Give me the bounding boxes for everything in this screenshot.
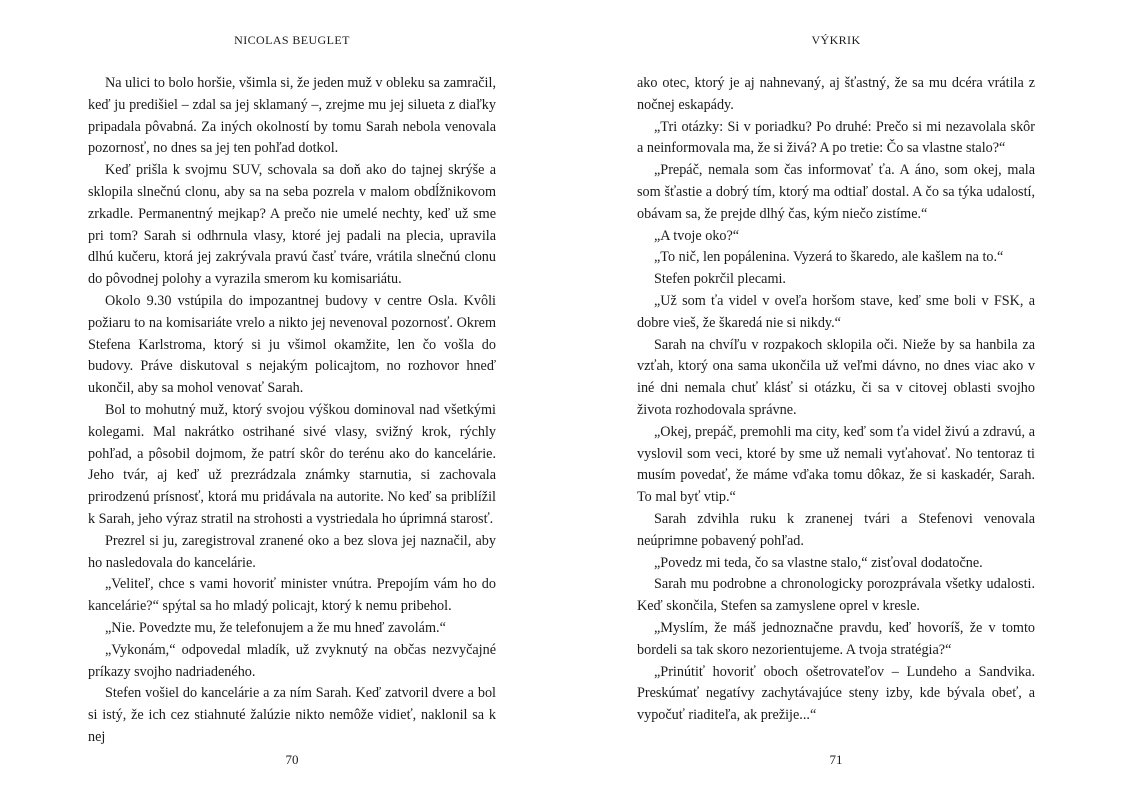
paragraph: „Nie. Povedzte mu, že telefonujem a že mu hneď zavolám.“ [105,619,446,636]
left-page-body [88,73,496,749]
paragraph: „Vykonám,“ odpovedal mladík, už zvyknutý na občas nezvyčajné príkazy svojho nadriadeného. [88,641,496,680]
paragraph: „Okej, prepáč, premohli ma city, keď som ťa videl živú a zdravú, a vyslovil som veci, ktoré by sme už nemali vyťahovať. No tentoraz ti musím povedať, že máme vďaka tomu dôkaz, že si kaskadér, Sarah. To mal byť vtip.“ [637,423,1035,506]
page-number: 71 [829,752,843,767]
paragraph: Prezrel si ju, zaregistroval zranené oko a bez slova jej naznačil, aby ho nasledovala do kancelárie. [88,532,496,571]
paragraph: Keď prišla k svojmu SUV, schovala sa doň ako do tajnej skrýše a sklopila slnečnú clonu, aby sa na seba pozrela v malom obdĺžnikovom zrkadle. Permanentný mejkap? A prečo nie umelé nechty, keď už sme pri tom? Sarah si odhrnula vlasy, ktoré jej padali na plecia, upravila dlhú kučeru, ktorá jej zakrývala pravú časť tváre, vrátila slnečnú clonu do pôvodnej polohy a vyrazila smerom ku komisariátu. [88,162,496,288]
paragraph: Bol to mohutný muž, ktorý svojou výškou dominoval nad všetkými kolegami. Mal nakrátko ostrihané sivé vlasy, svižný krok, rýchly pohľad, a pôsobil dojmom, že patrí skôr do terénu ako do kancelárie. Jeho tvár, aj keď už prezrádzala známky starnutia, si zachovala prirodzenú prísnosť, ktorá mu pridávala na autorite. No keď sa priblížil k Sarah, jeho výraz stratil na strohosti a vystriedala ho úprimná starosť. [88,401,496,527]
paragraph: Sarah na chvíľu v rozpakoch sklopila oči. Nieže by sa hanbila za vzťah, ktorý ona sama ukončila už veľmi dávno, no dnes viac ako v iné dni nemala chuť klásť si otázku, či sa v citovej oblasti svojho života rozhodovala správne. [637,336,1035,418]
left-page [88,0,496,800]
paragraph: „Veliteľ, chce s vami hovoriť minister vnútra. Prepojím vám ho do kancelárie?“ spýtal sa ho mladý policajt, ktorý k nemu pribehol. [88,576,496,615]
right-page [637,0,1035,800]
paragraph: „Myslím, že máš jednoznačne pravdu, keď hovoríš, že v tomto bordeli sa tak skoro nezorientujeme. A tvoja stratégia?“ [637,619,1035,658]
continuation-paragraph: ako otec, ktorý je aj nahnevaný, aj šťastný, že sa mu dcéra vrátila z nočnej eskapády. [637,75,1035,113]
paragraph: Stefen vošiel do kancelárie a za ním Sarah. Keď zatvoril dvere a bol si istý, že ich cez stiahnuté žalúzie nikto nemôže vidieť, naklonil sa k nej [88,685,496,745]
paragraph: Stefen pokrčil plecami. [654,271,786,288]
paragraph: „Tri otázky: Si v poriadku? Po druhé: Prečo si mi nezavolala skôr a neinformovala ma, že si živá? A po tretie: Čo sa vlastne stalo?“ [637,118,1035,157]
running-head-title: VÝKRIK [811,33,861,47]
paragraph: „Prepáč, nemala som čas informovať ťa. A áno, som okej, mala som šťastie a dobrý tím, ktorý ma odtiaľ dostal. A čo sa týka udalostí, obávam sa, že prejde dlhý čas, kým niečo zistíme.“ [637,162,1035,222]
right-page-body [637,73,1035,727]
paragraph: Sarah zdvihla ruku k zranenej tvári a Stefenovi venovala neúprimne pobavený pohľad. [637,510,1035,549]
paragraph: „Prinútiť hovoriť oboch ošetrovateľov – Lundeho a Sandvika. Preskúmať negatívy zachytávajúce steny izby, kde bývala obeť, a vypočuť riaditeľa, ak prežije...“ [637,663,1035,724]
page-number: 70 [285,752,299,767]
paragraph: Sarah mu podrobne a chronologicky porozprávala všetky udalosti. Keď skončila, Stefen sa zamyslene oprel v kresle. [637,576,1035,615]
paragraph: „To nič, len popálenina. Vyzerá to škaredo, ale kašlem na to.“ [654,249,1004,266]
paragraph: „Povedz mi teda, čo sa vlastne stalo,“ zisťoval dodatočne. [654,554,983,571]
paragraph: „A tvoje oko?“ [654,227,740,244]
paragraph: „Už som ťa videl v oveľa horšom stave, keď sme boli v FSK, a dobre vieš, že škaredá nie si nikdy.“ [637,292,1035,331]
paragraph: Okolo 9.30 vstúpila do impozantnej budovy v centre Osla. Kvôli požiaru to na komisariáte vrelo a nikto jej nevenoval pozornosť. Okrem Stefena Karlstroma, ktorý si ju všimol okamžite, len čo vošla do budovy. Práve diskutoval s nejakým policajtom, no rozhovor hneď ukončil, aby sa mohol venovať Sarah. [88,292,496,397]
running-head-author: NICOLAS BEUGLET [234,33,350,47]
paragraph: Na ulici to bolo horšie, všimla si, že jeden muž v obleku sa zamračil, keď ju predišiel – zdal sa jej sklamaný –, zrejme mu jej silueta z diaľky pripadala pôvabná. Za iných okolností by tomu Sarah nebola venovala pozornosť, no dnes sa jej ten pohľad dotkol. [88,75,496,157]
